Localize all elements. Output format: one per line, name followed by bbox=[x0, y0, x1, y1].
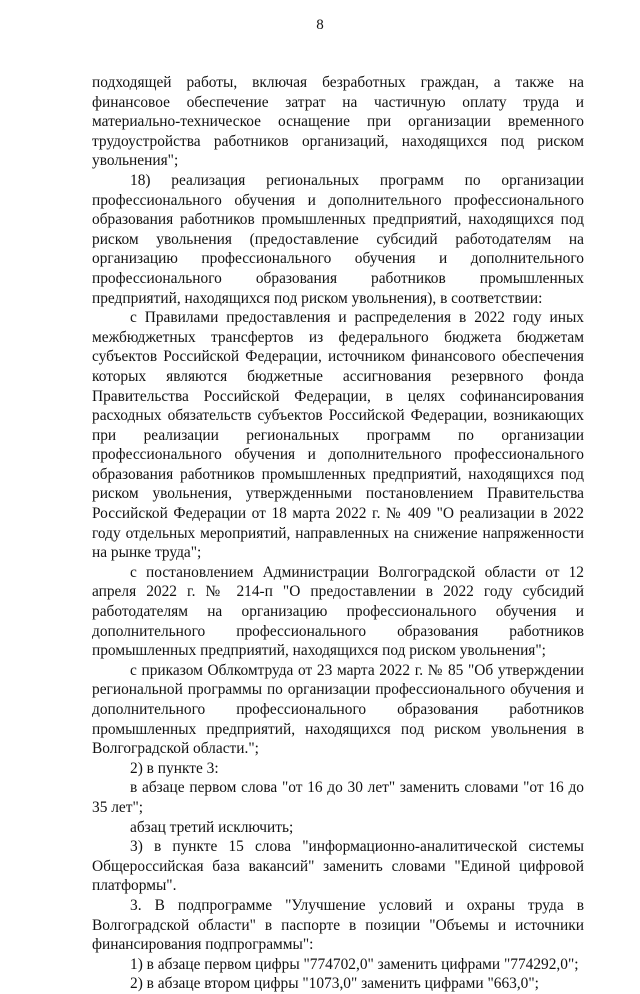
paragraph-5: с приказом Облкомтруда от 23 марта 2022 г. № 85 "Об утверждении региональной программы по организации профессионального обучения и дополнительного профессионального образования работников промышленных предприятий, находящихся под риском увольнения в Волгоградской области."; bbox=[92, 661, 584, 758]
paragraph-4: с постановлением Администрации Волгоградской области от 12 апреля 2022 г. № 214-п "О предоставлении в 2022 году субсидий работодателям на организацию профессионального обучения и дополнительного профессионального образования работников промышленных предприятий, находящихся под риском увольнения"; bbox=[92, 563, 584, 660]
paragraph-8: абзац третий исключить; bbox=[130, 818, 294, 836]
paragraph-7: в абзаце первом слова "от 16 до 30 лет" заменить словами "от 16 до 35 лет"; bbox=[92, 779, 584, 816]
paragraph-11: 1) в абзаце первом цифры "774702,0" заменить цифрами "774292,0"; bbox=[130, 955, 579, 973]
paragraph-9: 3) в пункте 15 слова "информационно-аналитической системы Общероссийская база вакансий" заменить словами "Единой цифровой платформы". bbox=[92, 838, 584, 895]
paragraph-12: 2) в абзаце втором цифры "1073,0" заменить цифрами "663,0"; bbox=[130, 975, 539, 993]
paragraph-3: с Правилами предоставления и распределения в 2022 году иных межбюджетных трансфертов из федерального бюджета бюджетам субъектов Российской Федерации, источником финансового обеспечения которых являются бюджетные ассигнования резервного фонда Правительства Российской Федерации, в целях софинансирования расходных обязательств субъектов Российской Федерации, возникающих при реализации региональных программ по организации профессионального обучения и дополнительного профессионального образования работников промышленных предприятий, находящихся под риском увольнения, утвержденными постановлением Правительства Российской Федерации от 18 марта 2022 г. № 409 "О реализации в 2022 году отдельных мероприятий, направленных на снижение напряженности на рынке труда"; bbox=[92, 309, 584, 562]
paragraph-6: 2) в пункте 3: bbox=[130, 759, 219, 777]
paragraph-2: 18) реализация региональных программ по организации профессионального обучения и дополнительного профессионального образования работников промышленных предприятий, находящихся под риском увольнения (предоставление субсидий работодателям на организацию профессионального обучения и дополнительного профессионального образования работников промышленных предприятий, находящихся под риском увольнения), в соответствии: bbox=[92, 171, 584, 307]
body-text bbox=[92, 73, 584, 994]
paragraph-1: подходящей работы, включая безработных граждан, а также на финансовое обеспечение затрат на частичную оплату труда и материально-техническое оснащение при организации временного трудоустройства работников организаций, находящихся под риском увольнения"; bbox=[92, 74, 584, 170]
page-number: 8 bbox=[316, 17, 324, 33]
paragraph-10: 3. В подпрограмме "Улучшение условий и охраны труда в Волгоградской области" в паспорте в позиции "Объемы и источники финансирования подпрограммы": bbox=[92, 896, 584, 954]
